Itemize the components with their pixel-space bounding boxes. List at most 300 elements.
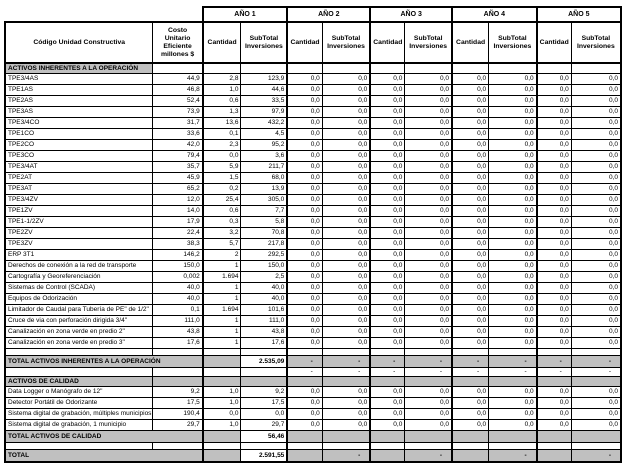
- y5-subtotal-cell: 0,0: [571, 305, 621, 316]
- table-row: [5, 305, 621, 316]
- y2-qty-cell: 0,0: [287, 316, 322, 327]
- cost-cell: [153, 63, 203, 74]
- y3-subtotal-cell: [405, 431, 452, 443]
- y4-subtotal-cell: 0,0: [489, 283, 537, 294]
- y4-qty-cell: 0,0: [452, 228, 489, 239]
- y2-qty-cell: 0,0: [287, 173, 322, 184]
- y1-subtotal-cell: 4,5: [241, 129, 287, 140]
- section-label: ACTIVOS DE CALIDAD: [5, 377, 153, 387]
- code-cell: TPE3AS: [5, 107, 153, 118]
- section-row: [5, 377, 621, 387]
- table-row: [5, 283, 621, 294]
- y2-subtotal-cell: 0,0: [322, 239, 370, 250]
- y5-subtotal-cell: 0,0: [571, 184, 621, 195]
- code-cell: TPE3/4AS: [5, 74, 153, 85]
- y1-qty-cell: 0,0: [203, 409, 241, 420]
- y2-qty-cell: 0,0: [287, 272, 322, 283]
- y2-subtotal-cell: 0,0: [322, 217, 370, 228]
- code-cell: TPE3/4AT: [5, 162, 153, 173]
- code-cell: Limitador de Caudal para Tubería de PE" de 1/2": [5, 305, 153, 316]
- y3-qty-cell: 0,0: [370, 151, 405, 162]
- y4-subtotal-cell: 0,0: [489, 305, 537, 316]
- y5-qty-cell: 0,0: [537, 316, 572, 327]
- y4-qty-cell: 0,0: [452, 409, 489, 420]
- y5-qty-cell: 0,0: [537, 305, 572, 316]
- table-row: [5, 162, 621, 173]
- code-cell: Detector Portátil de Odorizante: [5, 398, 153, 409]
- y2-qty-cell: 0,0: [287, 228, 322, 239]
- cost-cell: 0,1: [153, 305, 203, 316]
- y1-subtotal-cell: 2,5: [241, 272, 287, 283]
- y4-subtotal-cell: [489, 349, 537, 356]
- y3-qty-cell: 0,0: [370, 228, 405, 239]
- y2-subtotal-cell: 0,0: [322, 316, 370, 327]
- y5-qty-cell: 0,0: [537, 184, 572, 195]
- total-label: TOTAL ACTIVOS INHERENTES A LA OPERACIÓN: [5, 356, 203, 368]
- y1-qty-cell: [203, 368, 241, 377]
- y1-qty-cell: 3,2: [203, 228, 241, 239]
- code-cell: TPE1CO: [5, 129, 153, 140]
- y5-subtotal-cell: 0,0: [571, 74, 621, 85]
- y2-qty-cell: 0,0: [287, 338, 322, 349]
- y1-subtotal-cell: 44,6: [241, 85, 287, 96]
- y5-qty-cell: 0,0: [537, 195, 572, 206]
- y1-qty-cell: 1: [203, 294, 241, 305]
- section-row: [5, 63, 621, 74]
- total-row: [5, 450, 621, 463]
- table-row: [5, 118, 621, 129]
- y5-subtotal-cell: 0,0: [571, 85, 621, 96]
- y2-qty-cell: 0,0: [287, 294, 322, 305]
- code-cell: Equipos de Odorización: [5, 294, 153, 305]
- code-cell: TPE2AS: [5, 96, 153, 107]
- y5-qty-cell: 0,0: [537, 151, 572, 162]
- y2-qty-cell: [287, 431, 322, 443]
- y5-subtotal-cell: 0,0: [571, 96, 621, 107]
- y3-qty-cell: 0,0: [370, 283, 405, 294]
- y2-qty-cell: 0,0: [287, 283, 322, 294]
- y5-qty-cell: 0,0: [537, 239, 572, 250]
- y3-qty-cell: 0,0: [370, 409, 405, 420]
- y4-subtotal-cell: 0,0: [489, 217, 537, 228]
- y5-subtotal-cell: 0,0: [571, 272, 621, 283]
- y3-qty-cell: 0,0: [370, 250, 405, 261]
- y2-subtotal-cell: 0,0: [322, 140, 370, 151]
- y3-qty-cell: 0,0: [370, 420, 405, 431]
- y5-qty-cell: 0,0: [537, 409, 572, 420]
- y3-subtotal-cell: 0,0: [405, 151, 452, 162]
- cost-cell: 38,3: [153, 239, 203, 250]
- code-cell: TPE3ZV: [5, 239, 153, 250]
- y2-qty-cell: 0,0: [287, 327, 322, 338]
- y4-qty-cell: 0,0: [452, 338, 489, 349]
- y5-qty-cell: 0,0: [537, 294, 572, 305]
- code-cell: Canalización en zona verde en predio 3": [5, 338, 153, 349]
- y5-subtotal-cell: 0,0: [571, 338, 621, 349]
- total-label: TOTAL ACTIVOS DE CALIDAD: [5, 431, 203, 443]
- y3-qty-cell: 0,0: [370, 118, 405, 129]
- y2-subtotal-cell: 0,0: [322, 107, 370, 118]
- y3-qty-cell: 0,0: [370, 96, 405, 107]
- cost-cell: 46,8: [153, 85, 203, 96]
- y2-subtotal-cell: 0,0: [322, 85, 370, 96]
- y1-qty-cell: 0,0: [203, 151, 241, 162]
- y2-qty-cell: [287, 377, 322, 387]
- table-row: [5, 239, 621, 250]
- code-cell: TPE3AT: [5, 184, 153, 195]
- year-header-ano4: AÑO 4: [452, 7, 537, 22]
- year-header-ano5: AÑO 5: [537, 7, 621, 22]
- table-row: [5, 173, 621, 184]
- y4-qty-cell: 0,0: [452, 162, 489, 173]
- y5-subtotal-cell: 0,0: [571, 409, 621, 420]
- y3-subtotal-cell: [405, 443, 452, 450]
- y1-subtotal-cell: [241, 443, 287, 450]
- y5-subtotal-cell: 0,0: [571, 250, 621, 261]
- inversiones-table-container: [4, 6, 622, 463]
- y2-subtotal-cell: 0,0: [322, 184, 370, 195]
- y3-qty-cell: 0,0: [370, 398, 405, 409]
- y3-subtotal-cell: 0,0: [405, 184, 452, 195]
- y3-subtotal-cell: 0,0: [405, 162, 452, 173]
- cost-cell: 33,6: [153, 129, 203, 140]
- y2-subtotal-cell: 0,0: [322, 129, 370, 140]
- y4-subtotal-cell: 0,0: [489, 239, 537, 250]
- y4-subtotal-cell: [489, 63, 537, 74]
- y3-qty-cell: [370, 431, 405, 443]
- y1-subtotal-cell: 101,6: [241, 305, 287, 316]
- y4-qty-cell: [452, 349, 489, 356]
- y4-qty-cell: [452, 431, 489, 443]
- y3-subtotal-cell: [405, 63, 452, 74]
- code-cell: ERP 3T1: [5, 250, 153, 261]
- y1-qty-cell: 2,8: [203, 74, 241, 85]
- y4-subtotal-cell: 0,0: [489, 294, 537, 305]
- y4-subtotal-cell: 0,0: [489, 272, 537, 283]
- year-header-ano2: AÑO 2: [287, 7, 370, 22]
- y4-subtotal-cell: 0,0: [489, 184, 537, 195]
- y5-qty-cell: 0,0: [537, 129, 572, 140]
- y5-subtotal-cell: -: [571, 450, 621, 463]
- y3-qty-cell: 0,0: [370, 162, 405, 173]
- y5-qty-cell: 0,0: [537, 85, 572, 96]
- code-cell: Data Logger o Manógrafo de 12": [5, 387, 153, 398]
- y4-subtotal-cell: 0,0: [489, 173, 537, 184]
- y3-subtotal-cell: [405, 377, 452, 387]
- y3-qty-cell: 0,0: [370, 305, 405, 316]
- y3-qty-cell: 0,0: [370, 217, 405, 228]
- y2-subtotal-cell: [322, 377, 370, 387]
- y5-subtotal-cell: 0,0: [571, 217, 621, 228]
- cost-cell: 40,0: [153, 283, 203, 294]
- inversiones-table: [4, 6, 622, 463]
- cost-cell: 29,7: [153, 420, 203, 431]
- y2-qty-cell: 0,0: [287, 239, 322, 250]
- cost-cell: 9,2: [153, 387, 203, 398]
- y5-subtotal-cell: 0,0: [571, 129, 621, 140]
- y1-subtotal-cell: 3,6: [241, 151, 287, 162]
- y2-subtotal-cell: 0,0: [322, 272, 370, 283]
- y1-subtotal-cell: 111,0: [241, 316, 287, 327]
- y1-qty-cell: 1: [203, 283, 241, 294]
- y3-subtotal-cell: 0,0: [405, 74, 452, 85]
- y1-subtotal-cell: [241, 377, 287, 387]
- y4-qty-cell: 0,0: [452, 261, 489, 272]
- y5-qty-cell: 0,0: [537, 140, 572, 151]
- y1-qty-cell: 13,6: [203, 118, 241, 129]
- y4-qty-cell: 0,0: [452, 239, 489, 250]
- total-row: [5, 431, 621, 443]
- y3-qty-cell: 0,0: [370, 239, 405, 250]
- y5-qty-cell: [537, 349, 572, 356]
- code-cell: TPE1-1/2ZV: [5, 217, 153, 228]
- y3-subtotal-cell: 0,0: [405, 305, 452, 316]
- y5-qty-cell: 0,0: [537, 217, 572, 228]
- y3-subtotal-cell: 0,0: [405, 206, 452, 217]
- y1-qty-cell: [203, 431, 241, 443]
- y5-qty-cell: 0,0: [537, 162, 572, 173]
- year-header-ano3: AÑO 3: [370, 7, 452, 22]
- y2-subtotal-cell: [322, 63, 370, 74]
- y4-subtotal-cell: 0,0: [489, 250, 537, 261]
- y2-qty-cell: 0,0: [287, 195, 322, 206]
- y3-subtotal-cell: 0,0: [405, 228, 452, 239]
- y1-qty-cell: [203, 377, 241, 387]
- y1-qty-cell: 1,3: [203, 107, 241, 118]
- y3-qty-cell: [370, 349, 405, 356]
- y5-subtotal-cell: 0,0: [571, 387, 621, 398]
- year-header-ano1: AÑO 1: [203, 7, 288, 22]
- y4-qty-cell: -: [452, 356, 489, 368]
- y3-qty-cell: 0,0: [370, 294, 405, 305]
- y2-subtotal-cell: 0,0: [322, 173, 370, 184]
- y1-subtotal-cell: 40,0: [241, 283, 287, 294]
- y3-subtotal-cell: 0,0: [405, 173, 452, 184]
- y3-subtotal-cell: 0,0: [405, 338, 452, 349]
- y1-subtotal-cell: 17,6: [241, 338, 287, 349]
- y5-subtotal-cell: 0,0: [571, 195, 621, 206]
- y4-subtotal-cell: -: [489, 356, 537, 368]
- table-row: [5, 96, 621, 107]
- table-row: [5, 420, 621, 431]
- code-cell: TPE3/4CO: [5, 118, 153, 129]
- y5-subtotal-cell: 0,0: [571, 206, 621, 217]
- y2-qty-cell: 0,0: [287, 118, 322, 129]
- code-column-header: Código Unidad Constructiva: [5, 22, 153, 63]
- y2-subtotal-cell: 0,0: [322, 409, 370, 420]
- y3-subtotal-cell: 0,0: [405, 387, 452, 398]
- code-cell: TPE1ZV: [5, 206, 153, 217]
- y5-qty-cell: 0,0: [537, 228, 572, 239]
- cost-cell: 44,9: [153, 74, 203, 85]
- y4-qty-cell: 0,0: [452, 118, 489, 129]
- y1-qty-cell: 0,1: [203, 129, 241, 140]
- table-row: [5, 184, 621, 195]
- cost-cell: 17,9: [153, 217, 203, 228]
- code-cell: Sistema digital de grabación, múltiples municipios: [5, 409, 153, 420]
- dash-row-row: [5, 368, 621, 377]
- y3-subtotal-cell: 0,0: [405, 272, 452, 283]
- table-row: [5, 74, 621, 85]
- y4-qty-cell: -: [452, 368, 489, 377]
- cost-cell: 42,0: [153, 140, 203, 151]
- y4-subtotal-cell: 0,0: [489, 162, 537, 173]
- y5-qty-cell: 0,0: [537, 398, 572, 409]
- y1-subtotal-cell: 13,9: [241, 184, 287, 195]
- y4-qty-cell: [452, 377, 489, 387]
- y1-subtotal-cell: 2.535,09: [241, 356, 287, 368]
- y2-qty-cell: 0,0: [287, 162, 322, 173]
- total-row: [5, 356, 621, 368]
- code-cell: TPE3CO: [5, 151, 153, 162]
- y3-qty-cell: 0,0: [370, 85, 405, 96]
- y2-subtotal-cell: [322, 349, 370, 356]
- y1-subtotal-cell: 29,7: [241, 420, 287, 431]
- y5-qty-cell: [537, 431, 572, 443]
- y1-qty-cell: [203, 450, 241, 463]
- y2-subtotal-cell: 0,0: [322, 96, 370, 107]
- y1-subtotal-cell: [241, 368, 287, 377]
- y5-subtotal-cell: 0,0: [571, 107, 621, 118]
- y4-subtotal-cell: 0,0: [489, 74, 537, 85]
- y1-qty-cell: [203, 443, 241, 450]
- y2-qty-cell: [287, 349, 322, 356]
- y3-qty-cell: 0,0: [370, 195, 405, 206]
- y3-subtotal-cell: -: [405, 368, 452, 377]
- table-row: [5, 250, 621, 261]
- y2-subtotal-cell: [322, 431, 370, 443]
- y5-subtotal-cell: 0,0: [571, 118, 621, 129]
- y1-subtotal-cell: 0,0: [241, 409, 287, 420]
- y5-qty-cell: 0,0: [537, 272, 572, 283]
- y5-subtotal-cell: 0,0: [571, 261, 621, 272]
- y4-qty-cell: 0,0: [452, 96, 489, 107]
- y4-subtotal-cell: -: [489, 368, 537, 377]
- cost-cell: 73,9: [153, 107, 203, 118]
- y4-qty-cell: 0,0: [452, 85, 489, 96]
- y1-qty-cell: 1: [203, 338, 241, 349]
- y4-qty-cell: 0,0: [452, 420, 489, 431]
- y1-subtotal-cell: 305,0: [241, 195, 287, 206]
- table-row: [5, 338, 621, 349]
- y4-subtotal-cell: 0,0: [489, 338, 537, 349]
- y4-subtotal-cell: 0,0: [489, 327, 537, 338]
- y1-subtotal-cell: 17,5: [241, 398, 287, 409]
- y3-qty-cell: 0,0: [370, 107, 405, 118]
- y1-subtotal-cell: 68,0: [241, 173, 287, 184]
- subtotal-header-y3: SubTotal Inversiones: [405, 22, 452, 63]
- cost-cell: 31,7: [153, 118, 203, 129]
- y2-subtotal-cell: 0,0: [322, 294, 370, 305]
- y3-subtotal-cell: 0,0: [405, 195, 452, 206]
- y3-qty-cell: 0,0: [370, 387, 405, 398]
- y3-qty-cell: 0,0: [370, 327, 405, 338]
- y1-qty-cell: 0,3: [203, 217, 241, 228]
- y2-subtotal-cell: 0,0: [322, 195, 370, 206]
- code-cell: [5, 368, 153, 377]
- y3-subtotal-cell: 0,0: [405, 239, 452, 250]
- y4-qty-cell: 0,0: [452, 387, 489, 398]
- y4-qty-cell: [452, 443, 489, 450]
- cost-cell: 111,0: [153, 316, 203, 327]
- cost-cell: 17,6: [153, 338, 203, 349]
- code-cell: Cartografía y Georeferenciación: [5, 272, 153, 283]
- y1-qty-cell: 1,0: [203, 85, 241, 96]
- y1-qty-cell: 1: [203, 316, 241, 327]
- y1-qty-cell: [203, 63, 241, 74]
- cost-column-header: Costo Unitario Eficiente millones $: [153, 22, 203, 63]
- y1-qty-cell: 2,3: [203, 140, 241, 151]
- y5-subtotal-cell: 0,0: [571, 283, 621, 294]
- subtotal-header-y4: SubTotal Inversiones: [489, 22, 537, 63]
- y5-subtotal-cell: 0,0: [571, 151, 621, 162]
- code-cell: TPE2ZV: [5, 228, 153, 239]
- y4-qty-cell: 0,0: [452, 294, 489, 305]
- y1-qty-cell: 2: [203, 250, 241, 261]
- y5-subtotal-cell: 0,0: [571, 398, 621, 409]
- y2-qty-cell: 0,0: [287, 420, 322, 431]
- y1-subtotal-cell: 292,5: [241, 250, 287, 261]
- cost-cell: 52,4: [153, 96, 203, 107]
- y5-subtotal-cell: 0,0: [571, 239, 621, 250]
- y4-qty-cell: 0,0: [452, 173, 489, 184]
- y1-subtotal-cell: 2.591,55: [241, 450, 287, 463]
- y4-qty-cell: 0,0: [452, 272, 489, 283]
- table-row: [5, 151, 621, 162]
- qty-header-y4: Cantidad: [452, 22, 489, 63]
- cost-cell: 43,8: [153, 327, 203, 338]
- y5-subtotal-cell: [571, 377, 621, 387]
- table-row: [5, 327, 621, 338]
- subtotal-header-y5: SubTotal Inversiones: [571, 22, 621, 63]
- y5-qty-cell: 0,0: [537, 107, 572, 118]
- y2-qty-cell: 0,0: [287, 107, 322, 118]
- y2-subtotal-cell: 0,0: [322, 420, 370, 431]
- qty-header-y1: Cantidad: [203, 22, 241, 63]
- y4-qty-cell: 0,0: [452, 283, 489, 294]
- y1-qty-cell: 1.694: [203, 305, 241, 316]
- table-row: [5, 316, 621, 327]
- y2-qty-cell: 0,0: [287, 85, 322, 96]
- y3-qty-cell: -: [370, 368, 405, 377]
- y2-subtotal-cell: 0,0: [322, 74, 370, 85]
- y2-subtotal-cell: 0,0: [322, 398, 370, 409]
- y4-qty-cell: 0,0: [452, 184, 489, 195]
- y3-subtotal-cell: 0,0: [405, 420, 452, 431]
- cost-cell: 0,002: [153, 272, 203, 283]
- y4-subtotal-cell: [489, 431, 537, 443]
- total-label: TOTAL: [5, 450, 203, 463]
- y5-qty-cell: 0,0: [537, 118, 572, 129]
- y1-subtotal-cell: 97,9: [241, 107, 287, 118]
- y5-qty-cell: [537, 450, 572, 463]
- table-row: [5, 195, 621, 206]
- code-cell: TPE3/4ZV: [5, 195, 153, 206]
- table-row: [5, 409, 621, 420]
- y1-subtotal-cell: 7,7: [241, 206, 287, 217]
- y1-qty-cell: [203, 356, 241, 368]
- y2-qty-cell: 0,0: [287, 96, 322, 107]
- cost-cell: 65,2: [153, 184, 203, 195]
- cost-cell: 146,2: [153, 250, 203, 261]
- y4-subtotal-cell: 0,0: [489, 118, 537, 129]
- y4-qty-cell: 0,0: [452, 140, 489, 151]
- code-cell: Sistemas de Control (SCADA): [5, 283, 153, 294]
- y4-subtotal-cell: 0,0: [489, 398, 537, 409]
- table-row: [5, 85, 621, 96]
- y5-subtotal-cell: 0,0: [571, 140, 621, 151]
- y5-qty-cell: 0,0: [537, 173, 572, 184]
